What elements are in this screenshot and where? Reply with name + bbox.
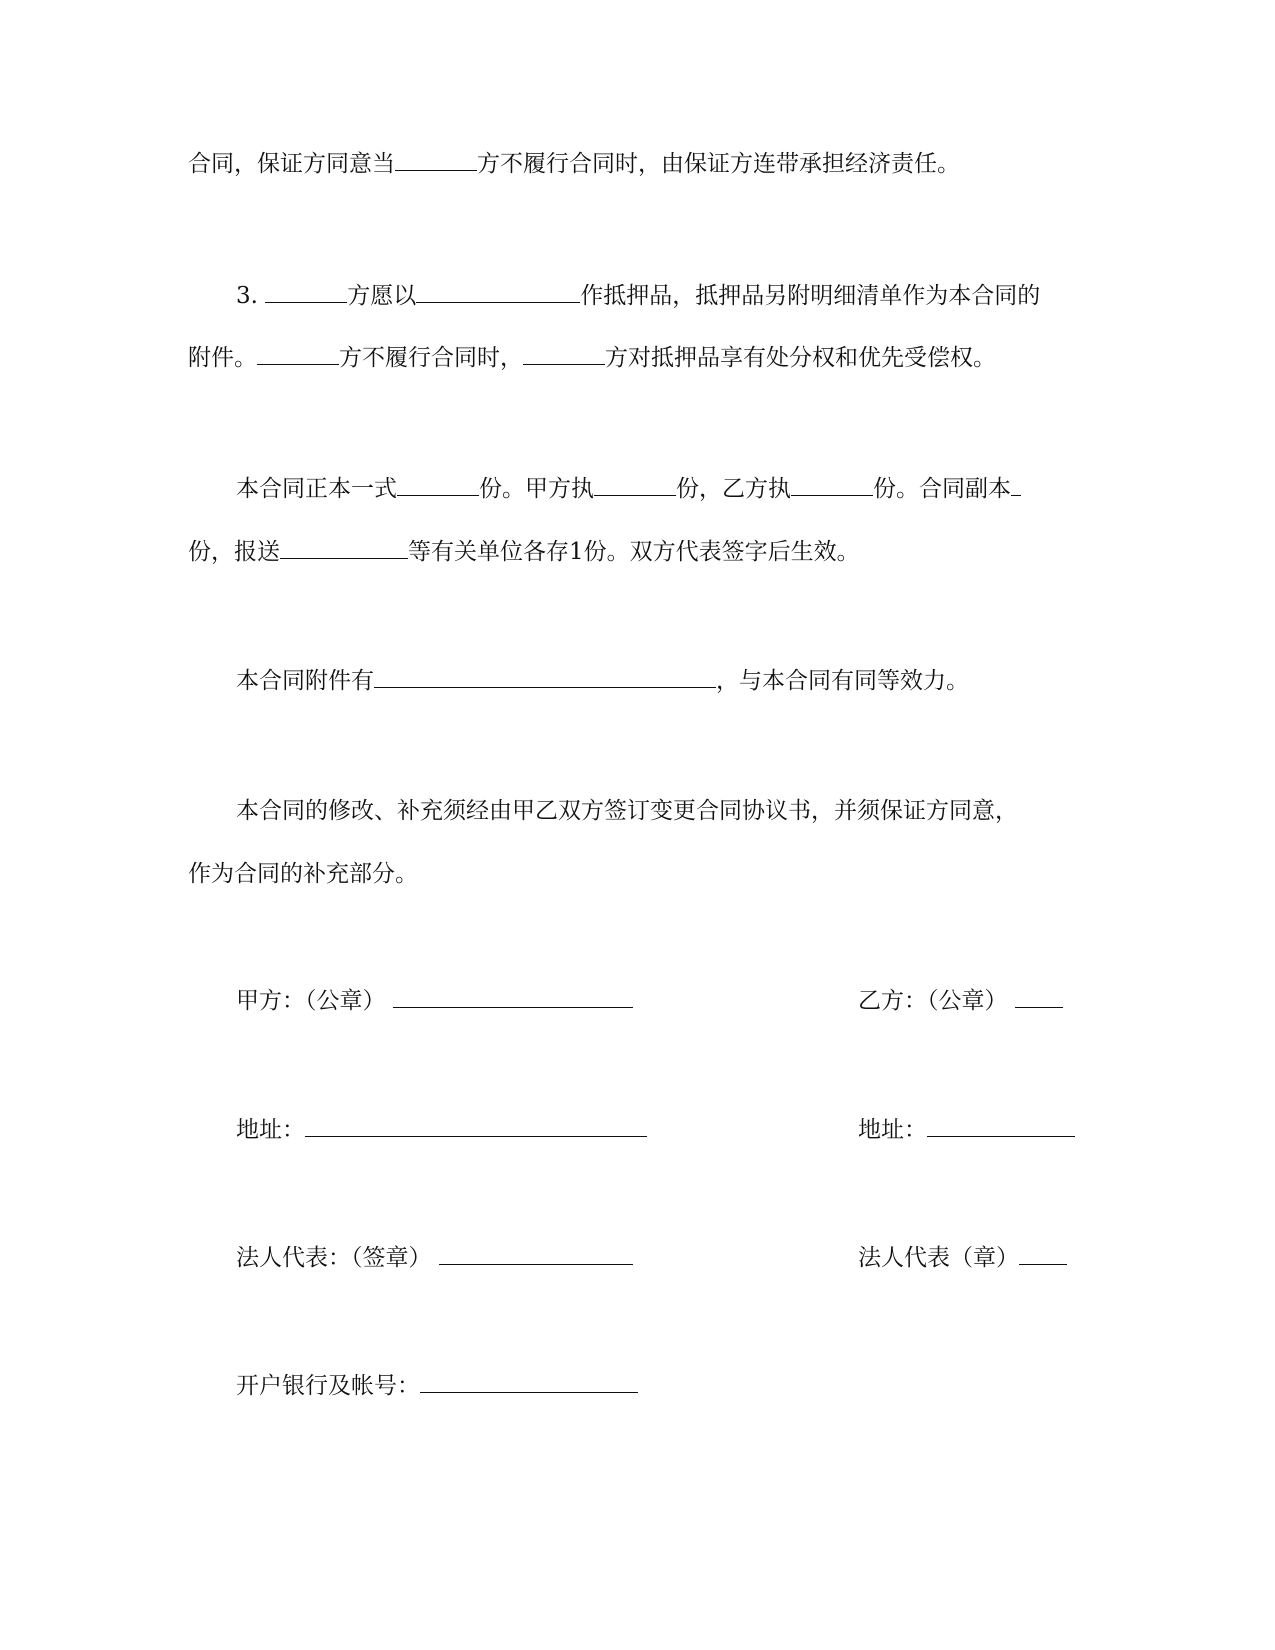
address-a-field[interactable] <box>305 1114 647 1137</box>
text: 本合同正本一式 <box>236 476 397 502</box>
clause-number: 3. <box>236 283 258 309</box>
text: 合同，保证方同意当 <box>188 151 395 177</box>
party-a-rep-row <box>236 1242 633 1274</box>
blank-copies-field[interactable] <box>594 473 676 496</box>
party-b-seal-row <box>858 985 1063 1017</box>
blank-collateral-field[interactable] <box>416 280 580 303</box>
paragraph-collateral-continued <box>188 342 996 374</box>
text: 附件。 <box>188 345 257 371</box>
party-b-rep-row <box>858 1242 1067 1274</box>
text: 份，乙方执 <box>676 476 791 502</box>
text: ，与本合同有同等效力。 <box>716 668 969 694</box>
text: 作抵押品，抵押品另附明细清单作为本合同的 <box>580 283 1041 309</box>
rep-a-label: 法人代表：（签章） <box>236 1245 432 1271</box>
blank-copies-field[interactable] <box>1011 473 1021 496</box>
paragraph-attachments <box>236 665 969 697</box>
party-a-seal-field[interactable] <box>393 985 633 1008</box>
text: 份，报送 <box>188 539 280 565</box>
rep-b-signature-field[interactable] <box>1019 1242 1067 1265</box>
bank-account-row <box>236 1370 638 1402</box>
address-a-label: 地址： <box>236 1117 305 1143</box>
party-b-address-row <box>858 1114 1075 1146</box>
blank-party-field[interactable] <box>523 342 605 365</box>
blank-attachments-field[interactable] <box>374 665 716 688</box>
text: 份。合同副本 <box>873 476 1011 502</box>
blank-party-field[interactable] <box>265 280 347 303</box>
bank-account-field[interactable] <box>420 1370 638 1393</box>
rep-b-label: 法人代表（章） <box>858 1245 1019 1271</box>
paragraph-copies-continued <box>188 536 860 568</box>
blank-party-field[interactable] <box>395 148 477 171</box>
paragraph-collateral <box>236 280 1040 312</box>
address-b-label: 地址： <box>858 1117 927 1143</box>
text: 等有关单位各存1份。双方代表签字后生效。 <box>408 539 860 565</box>
text: 作为合同的补充部分。 <box>188 861 418 887</box>
text: 本合同的修改、补充须经由甲乙双方签订变更合同协议书，并须保证方同意， <box>236 798 1018 824</box>
party-a-seal-row <box>236 985 633 1017</box>
paragraph-copies <box>236 473 1021 505</box>
text: 方不履行合同时， <box>339 345 523 371</box>
paragraph-guarantee-continued <box>188 148 960 180</box>
text: 方愿以 <box>347 283 417 309</box>
text: 本合同附件有 <box>236 668 374 694</box>
paragraph-amendments <box>236 795 1018 827</box>
party-b-label: 乙方：（公章） <box>858 988 1008 1014</box>
blank-copies-field[interactable] <box>397 473 479 496</box>
text: 方对抵押品享有处分权和优先受偿权。 <box>605 345 996 371</box>
bank-label: 开户银行及帐号： <box>236 1373 420 1399</box>
blank-party-field[interactable] <box>257 342 339 365</box>
text: 份。甲方执 <box>479 476 594 502</box>
rep-a-signature-field[interactable] <box>439 1242 633 1265</box>
blank-copies-field[interactable] <box>791 473 873 496</box>
party-a-label: 甲方：（公章） <box>236 988 386 1014</box>
party-b-seal-field[interactable] <box>1015 985 1063 1008</box>
party-a-address-row <box>236 1114 647 1146</box>
paragraph-amendments-continued <box>188 858 418 890</box>
blank-recipient-field[interactable] <box>280 536 408 559</box>
text: 方不履行合同时，由保证方连带承担经济责任。 <box>477 151 960 177</box>
address-b-field[interactable] <box>927 1114 1075 1137</box>
